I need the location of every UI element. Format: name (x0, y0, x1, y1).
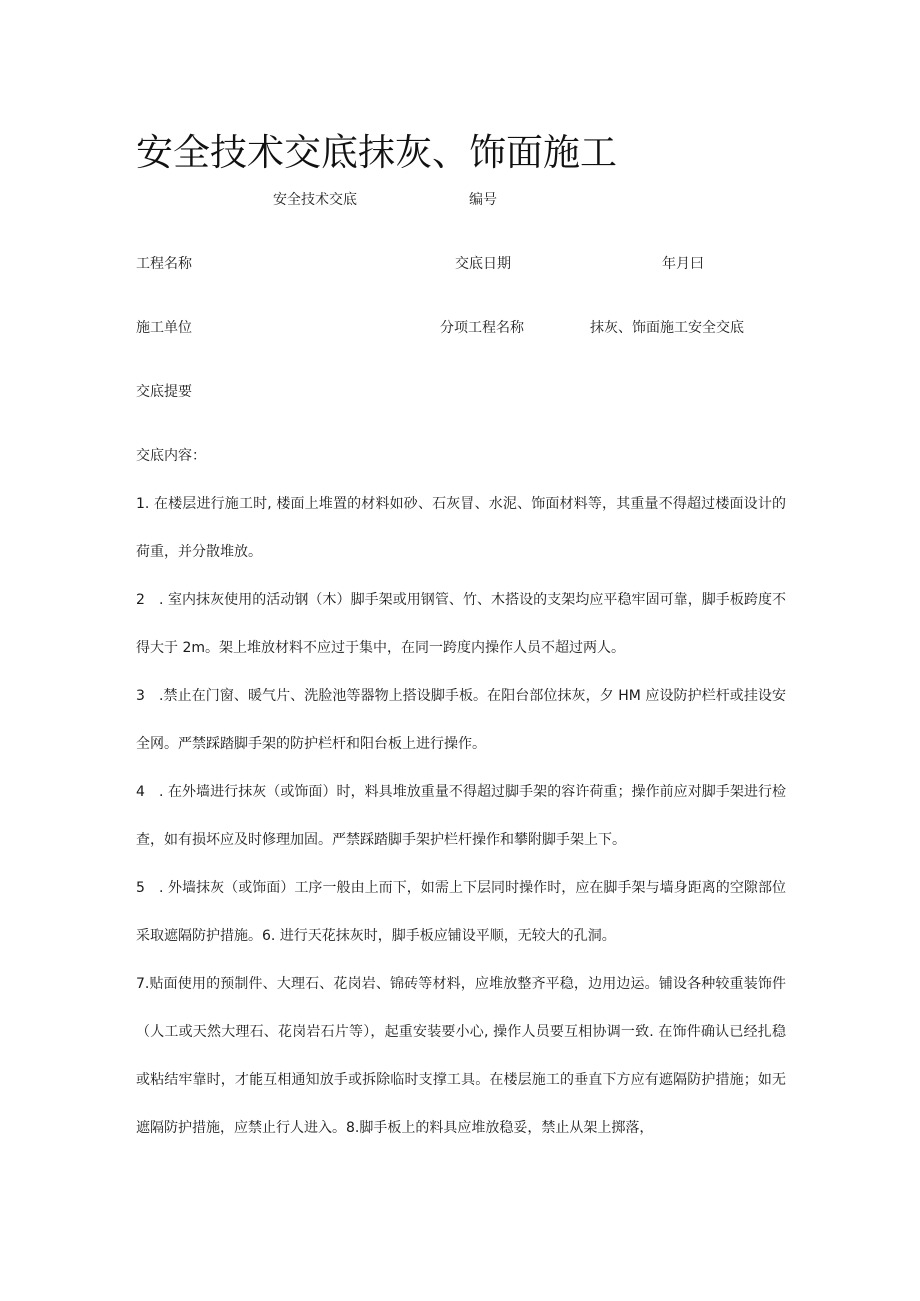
paragraph-2: 2 . 室内抹灰使用的活动钢（木）脚手架或用钢管、竹、木搭设的支架均应平稳牢固可靠，脚手板跨度不得大于 2m。架上堆放材料不应过于集中，在同一跨度内操作人员不超过两人。 (136, 592, 786, 656)
paragraph-4: 4 . 在外墙进行抹灰（或饰面）时，料具堆放重量不得超过脚手架的容许荷重；操作前应对脚手架进行检查，如有损坏应及时修理加固。严禁踩踏脚手架护栏杆操作和攀附脚手架上下。 (136, 784, 786, 848)
paragraph-3: 3 .禁止在门窗、暖气片、洗脸池等器物上搭设脚手板。在阳台部位抹灰，夕 HM 应设防护栏杆或挂设安全网。严禁踩踏脚手架的防护栏杆和阳台板上进行操作。 (136, 688, 786, 752)
subitem-name-value: 抹灰、饰面施工安全交底 (590, 320, 744, 336)
paragraph-1: 1. 在楼层进行施工时, 楼面上堆置的材料如砂、石灰冒、水泥、饰面材料等，其重量不得超过楼面设计的荷重，并分散堆放。 (136, 496, 786, 560)
header-label-number: 编号 (469, 192, 497, 208)
paragraph-5: 5 . 外墙抹灰（或饰面）工序一般由上而下，如需上下层同时操作时，应在脚手架与墙身距离的空隙部位采取遮隔防护措施。6. 进行天花抹灰时，脚手板应铺设平顺，无较大的孔洞。 (136, 880, 786, 944)
project-name-label: 工程名称 (136, 256, 192, 272)
paragraph-7: 7.贴面使用的预制件、大理石、花岗岩、锦砖等材料，应堆放整齐平稳，边用边运。铺设各种较重装饰件（人工或天然大理石、花岗岩石片等），起重安装要小心, 操作人员要互相协调一致. 在饰件确认已经扎稳或粘结牢靠时，才能互相通知放手或拆除临时支撑工具。在楼层施工的垂直下方应有遮隔防护措施；如无遮隔防护措施，应禁止行人进入。8.脚手板上的料具应堆放稳妥，禁止从架上掷落， (136, 976, 786, 1136)
date-label: 交底日期 (455, 256, 511, 272)
summary-label: 交底提要 (136, 384, 192, 400)
content-label: 交底内容： (136, 448, 206, 464)
construction-unit-label: 施工单位 (136, 320, 192, 336)
header-label-left: 安全技术交底 (273, 192, 357, 208)
date-value: 年月曰 (662, 256, 704, 272)
document-title: 安全技术交底抹灰、饰面施工 (136, 131, 617, 174)
subitem-name-label: 分项工程名称 (440, 320, 524, 336)
